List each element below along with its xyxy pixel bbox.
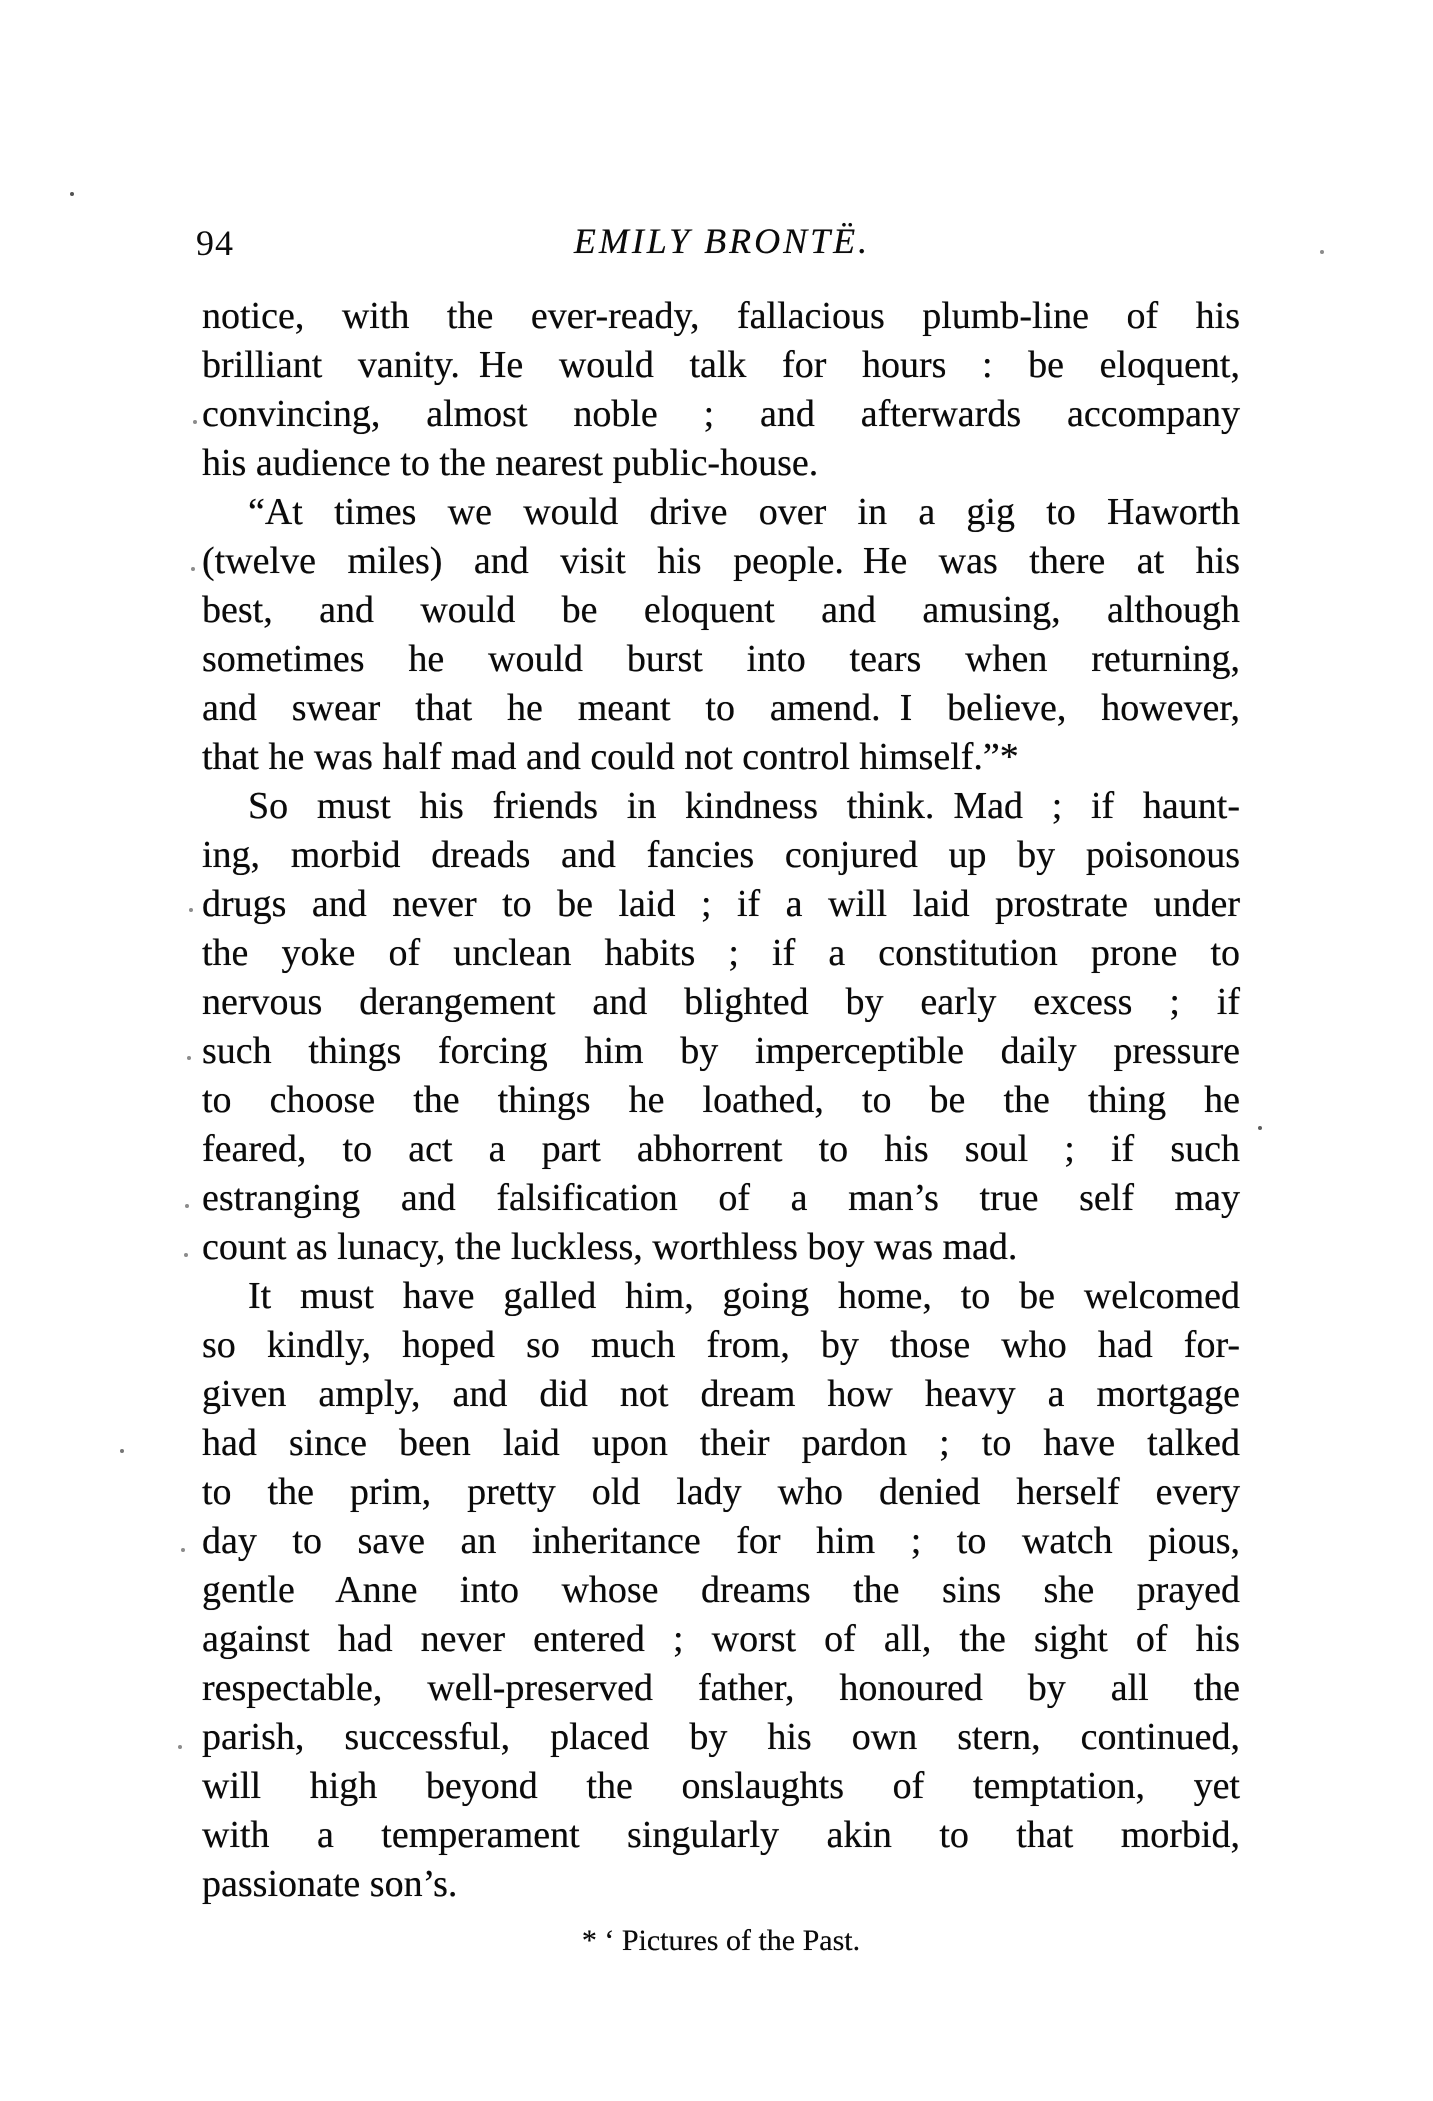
running-title: EMILY BRONTË. [573, 221, 871, 261]
scan-speck [184, 1253, 188, 1257]
text-line: nervous derangement and blighted by early excess ; if [202, 981, 1240, 1023]
text-line: that he was half mad and could not control himself.”* [202, 736, 1019, 778]
text-line: feared, to act a part abhorrent to his soul ; if such [202, 1128, 1240, 1170]
scan-speck [187, 1056, 191, 1060]
scan-speck [1320, 250, 1324, 254]
text-line: such things forcing him by imperceptible daily pressure [202, 1030, 1240, 1072]
text-line: given amply, and did not dream how heavy a mortgage [202, 1373, 1240, 1415]
text-line: ing, morbid dreads and fancies conjured up by poisonous [202, 834, 1240, 876]
text-line: and swear that he meant to amend. I believe, however, [202, 687, 1240, 729]
text-line: (twelve miles) and visit his people. He was there at his [202, 540, 1240, 582]
text-line: to the prim, pretty old lady who denied herself every [202, 1471, 1240, 1513]
text-line: It must have galled him, going home, to be welcomed [248, 1275, 1240, 1317]
text-line: brilliant vanity. He would talk for hours : be eloquent, [202, 344, 1240, 386]
text-line: sometimes he would burst into tears when returning, [202, 638, 1240, 680]
text-line: estranging and falsification of a man’s true self may [202, 1177, 1240, 1219]
scan-speck [178, 1745, 182, 1749]
text-line: count as lunacy, the luckless, worthless boy was mad. [202, 1226, 1018, 1268]
scan-speck [193, 420, 197, 424]
text-line: with a temperament singularly akin to that morbid, [202, 1814, 1240, 1856]
text-line: against had never entered ; worst of all, the sight of his [202, 1618, 1240, 1660]
text-line: so kindly, hoped so much from, by those who had for- [202, 1324, 1240, 1366]
scan-speck [191, 567, 195, 571]
text-line: convincing, almost noble ; and afterwards accompany [202, 393, 1240, 435]
text-line: will high beyond the onslaughts of temptation, yet [202, 1765, 1240, 1807]
text-line: day to save an inheritance for him ; to watch pious, [202, 1520, 1240, 1562]
page-header [196, 220, 1242, 264]
paragraph [202, 1272, 1240, 1909]
scan-speck [185, 1204, 189, 1208]
text-line: parish, successful, placed by his own stern, continued, [202, 1716, 1240, 1758]
page-number: 94 [196, 223, 234, 263]
footnote: * ‘ Pictures of the Past. [581, 1924, 861, 1957]
paragraph [202, 292, 1240, 488]
text-line: drugs and never to be laid ; if a will laid prostrate under [202, 883, 1240, 925]
text-line: “At times we would drive over in a gig to Haworth [248, 491, 1240, 533]
text-line: gentle Anne into whose dreams the sins she prayed [202, 1569, 1240, 1611]
text-line: had since been laid upon their pardon ; to have talked [202, 1422, 1240, 1464]
text-line: his audience to the nearest public-house. [202, 442, 819, 484]
scan-speck [70, 192, 74, 196]
scan-speck [189, 908, 193, 912]
text-line: So must his friends in kindness think. Mad ; if haunt- [248, 785, 1240, 827]
paragraph [202, 782, 1240, 1272]
text-line: the yoke of unclean habits ; if a constitution prone to [202, 932, 1240, 974]
text-line: to choose the things he loathed, to be the thing he [202, 1079, 1240, 1121]
scan-speck [181, 1548, 185, 1552]
page-text [202, 292, 1240, 1909]
scan-speck [120, 1449, 124, 1453]
text-line: notice, with the ever-ready, fallacious plumb-line of his [202, 295, 1240, 337]
scan-speck [1258, 1126, 1262, 1130]
text-line: passionate son’s. [202, 1863, 458, 1905]
paragraph [202, 488, 1240, 782]
text-line: respectable, well-preserved father, honoured by all the [202, 1667, 1240, 1709]
text-line: best, and would be eloquent and amusing, although [202, 589, 1240, 631]
